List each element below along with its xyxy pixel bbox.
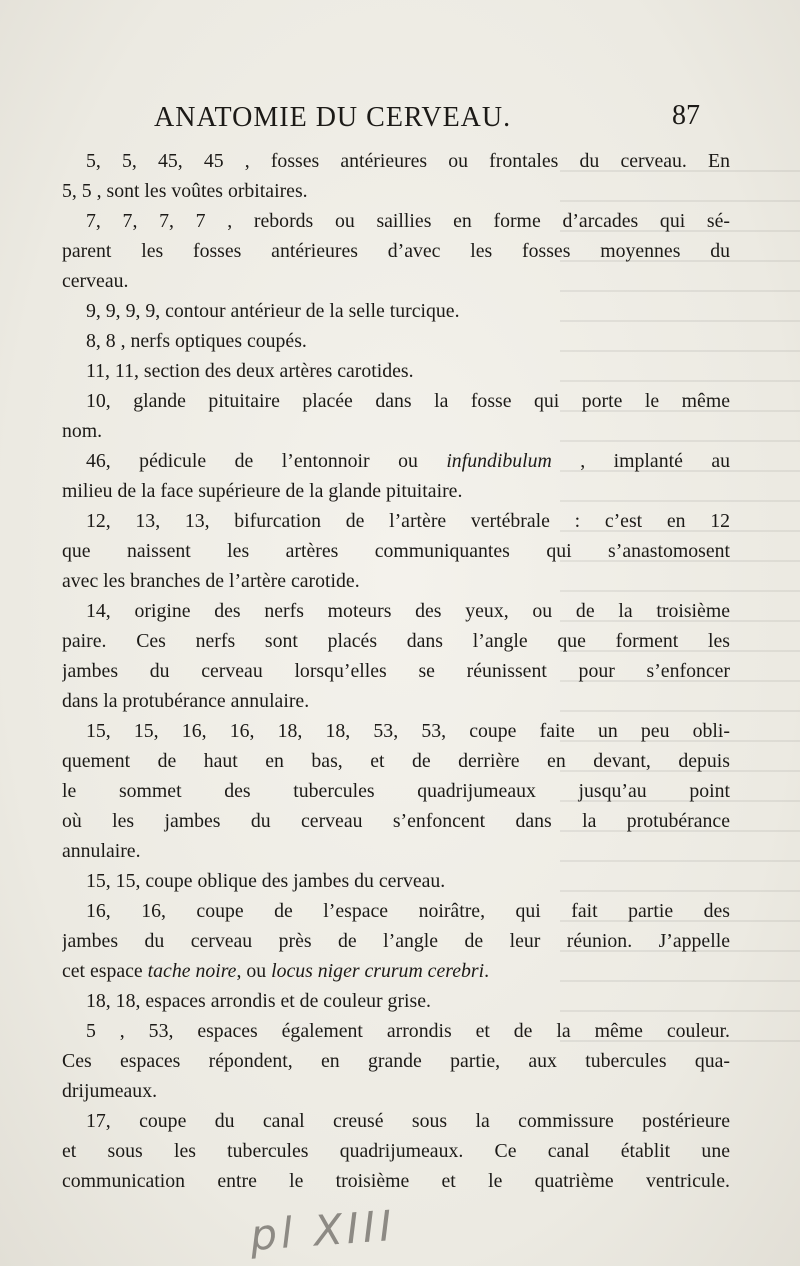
text-line: cerveau.	[62, 270, 129, 292]
page-number: 87	[672, 100, 700, 131]
text-line: 5, 5 , sont les voûtes orbitaires.	[62, 180, 308, 202]
text-line: paire. Ces nerfs sont placés dans l’angle que forment les	[62, 630, 730, 652]
running-title: ANATOMIE DU CERVEAU.	[154, 102, 512, 133]
text-line: 18, 18, espaces arrondis et de couleur grise.	[86, 990, 431, 1012]
text-line: 15, 15, 16, 16, 18, 18, 53, 53, coupe faite un peu obli-	[86, 720, 730, 742]
text-line: drijumeaux.	[62, 1080, 158, 1102]
text-line: 9, 9, 9, 9, contour antérieur de la selle turcique.	[86, 300, 460, 322]
text-line: communication entre le troisième et le quatrième ventricule.	[62, 1170, 730, 1192]
text-line: dans la protubérance annulaire.	[62, 690, 310, 712]
text-line: Ces espaces répondent, en grande partie, aux tubercules qua-	[62, 1050, 730, 1072]
text-line: 5, 5, 45, 45 , fosses antérieures ou frontales du cerveau. En	[86, 150, 730, 172]
text-line: 16, 16, coupe de l’espace noirâtre, qui fait partie des	[86, 900, 730, 922]
text-line: milieu de la face supérieure de la glande pituitaire.	[62, 480, 463, 502]
text-line: annulaire.	[62, 840, 141, 862]
text-line: 7, 7, 7, 7 , rebords ou saillies en forme d’arcades qui sé-	[86, 210, 730, 232]
text-line: 17, coupe du canal creusé sous la commissure postérieure	[86, 1110, 730, 1132]
text-line: jambes du cerveau près de l’angle de leur réunion. J’appelle	[62, 930, 730, 952]
text-line: que naissent les artères communiquantes qui s’anastomosent	[62, 540, 730, 562]
page-header	[150, 102, 710, 142]
text-line: quement de haut en bas, et de derrière en devant, depuis	[62, 750, 730, 772]
text-line: avec les branches de l’artère carotide.	[62, 570, 360, 592]
text-line: parent les fosses antérieures d’avec les fosses moyennes du	[62, 240, 730, 262]
text-line: 5 , 53, espaces également arrondis et de la même couleur.	[86, 1020, 730, 1042]
text-line: où les jambes du cerveau s’enfoncent dans la protubérance	[62, 810, 730, 832]
text-line: 8, 8 , nerfs optiques coupés.	[86, 330, 307, 352]
text-line: 15, 15, coupe oblique des jambes du cerveau.	[86, 870, 446, 892]
text-line: et sous les tubercules quadrijumeaux. Ce canal établit une	[62, 1140, 730, 1162]
text-line: 11, 11, section des deux artères carotides.	[86, 360, 414, 382]
handwritten-plate-note: pl XIII	[248, 1200, 398, 1261]
text-line: nom.	[62, 420, 103, 442]
text-line: 14, origine des nerfs moteurs des yeux, ou de la troisième	[86, 600, 730, 622]
text-line: le sommet des tubercules quadrijumeaux jusqu’au point	[62, 780, 730, 802]
text-line: 10, glande pituitaire placée dans la fosse qui porte le même	[86, 390, 730, 412]
text-line: jambes du cerveau lorsqu’elles se réunissent pour s’enfoncer	[62, 660, 730, 682]
text-line: 12, 13, 13, bifurcation de l’artère vertébrale : c’est en 12	[86, 510, 730, 532]
text-line: cet espace tache noire, ou locus niger crurum cerebri.	[62, 960, 490, 982]
text-line: 46, pédicule de l’entonnoir ou infundibulum , implanté au	[86, 450, 730, 472]
body-text	[62, 146, 730, 1196]
